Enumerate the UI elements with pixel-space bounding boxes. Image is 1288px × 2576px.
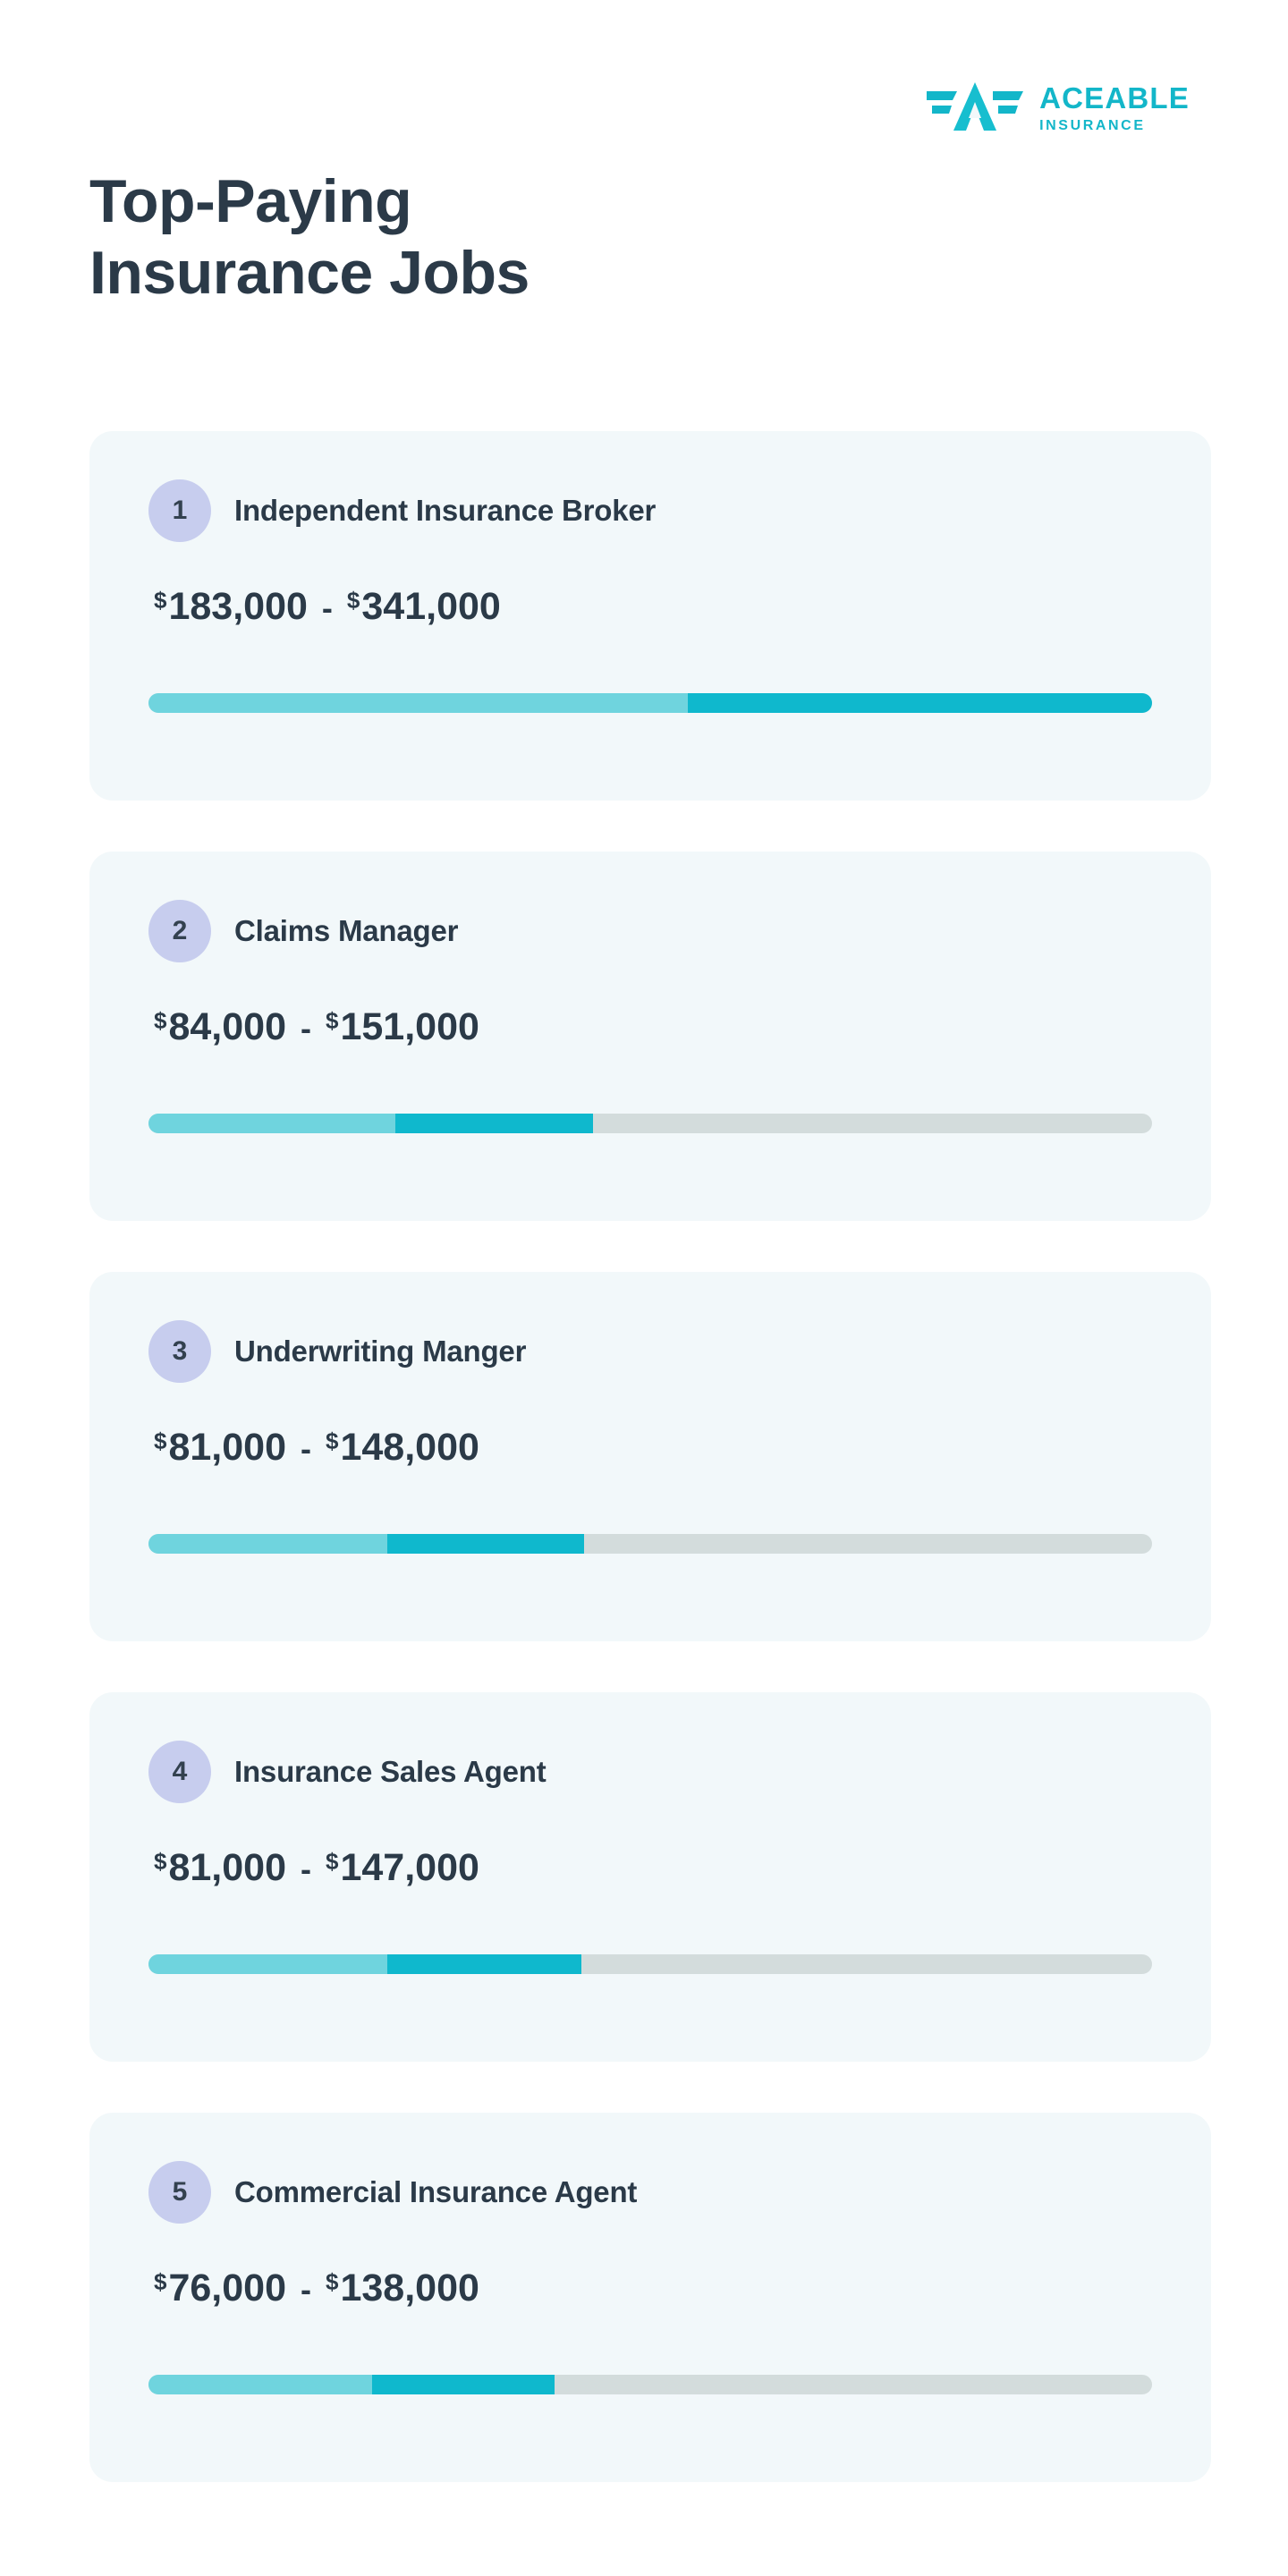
salary-range xyxy=(154,2267,1152,2310)
range-dash: - xyxy=(301,1430,311,1467)
salary-range xyxy=(154,1426,1152,1470)
page-title-line-1: Top-Paying xyxy=(89,167,412,235)
currency-symbol-high: $ xyxy=(326,1428,339,1454)
job-title: Insurance Sales Agent xyxy=(234,1755,547,1788)
salary-bar-high-segment xyxy=(387,1954,581,1974)
brand-logo xyxy=(925,79,1190,138)
job-header xyxy=(148,479,1152,542)
rank-badge: 4 xyxy=(148,1741,211,1803)
list-item xyxy=(89,431,1211,801)
currency-symbol-low: $ xyxy=(154,2268,167,2295)
currency-symbol-high: $ xyxy=(326,1848,339,1875)
salary-low: 76,000 xyxy=(168,2267,286,2309)
salary-range xyxy=(154,1846,1152,1890)
currency-symbol-high: $ xyxy=(326,2268,339,2295)
list-item xyxy=(89,1272,1211,1641)
list-item xyxy=(89,2113,1211,2482)
salary-range xyxy=(154,1005,1152,1049)
job-title: Independent Insurance Broker xyxy=(234,494,657,527)
salary-high: 148,000 xyxy=(340,1426,479,1469)
job-header xyxy=(148,1741,1152,1803)
salary-bar xyxy=(148,1114,1152,1133)
job-title: Claims Manager xyxy=(234,914,459,947)
salary-bar-low-segment xyxy=(148,1534,387,1554)
salary-bar-low-segment xyxy=(148,1954,387,1974)
rank-badge: 2 xyxy=(148,900,211,962)
brand-sub: INSURANCE xyxy=(1039,118,1146,133)
salary-bar-low-segment xyxy=(148,693,688,713)
range-dash: - xyxy=(301,1010,311,1046)
currency-symbol-low: $ xyxy=(154,1007,167,1034)
rank-badge: 5 xyxy=(148,2161,211,2224)
salary-high: 341,000 xyxy=(361,585,501,628)
brand-wordmark xyxy=(1039,83,1190,133)
list-item xyxy=(89,1692,1211,2062)
range-dash: - xyxy=(301,1851,311,1887)
salary-bar xyxy=(148,693,1152,713)
rank-badge: 3 xyxy=(148,1320,211,1383)
range-dash: - xyxy=(321,589,333,626)
currency-symbol-high: $ xyxy=(346,587,360,614)
salary-bar-low-segment xyxy=(148,1114,395,1133)
salary-low: 84,000 xyxy=(168,1005,286,1048)
rank-badge: 1 xyxy=(148,479,211,542)
range-dash: - xyxy=(301,2271,311,2308)
job-header xyxy=(148,900,1152,962)
salary-bar-low-segment xyxy=(148,2375,372,2394)
salary-high: 151,000 xyxy=(340,1005,479,1048)
job-list xyxy=(89,431,1211,2482)
job-title: Underwriting Manger xyxy=(234,1335,527,1368)
list-item xyxy=(89,852,1211,1221)
brand-name: ACEABLE xyxy=(1039,81,1190,114)
salary-bar xyxy=(148,1954,1152,1974)
currency-symbol-high: $ xyxy=(326,1007,339,1034)
salary-bar xyxy=(148,1534,1152,1554)
page-title xyxy=(89,165,530,309)
aceable-logo-icon xyxy=(925,79,1025,138)
page-title-line-2: Insurance Jobs xyxy=(89,239,530,308)
salary-bar-high-segment xyxy=(688,693,1152,713)
salary-bar xyxy=(148,2375,1152,2394)
currency-symbol-low: $ xyxy=(154,1428,167,1454)
job-header xyxy=(148,2161,1152,2224)
job-header xyxy=(148,1320,1152,1383)
salary-low: 81,000 xyxy=(168,1426,286,1469)
salary-bar-high-segment xyxy=(395,1114,593,1133)
currency-symbol-low: $ xyxy=(154,1848,167,1875)
salary-bar-high-segment xyxy=(387,1534,584,1554)
job-title: Commercial Insurance Agent xyxy=(234,2175,638,2208)
salary-low: 81,000 xyxy=(168,1846,286,1889)
salary-bar-high-segment xyxy=(372,2375,555,2394)
salary-range xyxy=(154,585,1152,629)
currency-symbol-low: $ xyxy=(154,587,167,614)
salary-high: 138,000 xyxy=(340,2267,479,2309)
salary-high: 147,000 xyxy=(340,1846,479,1889)
salary-low: 183,000 xyxy=(168,585,308,628)
